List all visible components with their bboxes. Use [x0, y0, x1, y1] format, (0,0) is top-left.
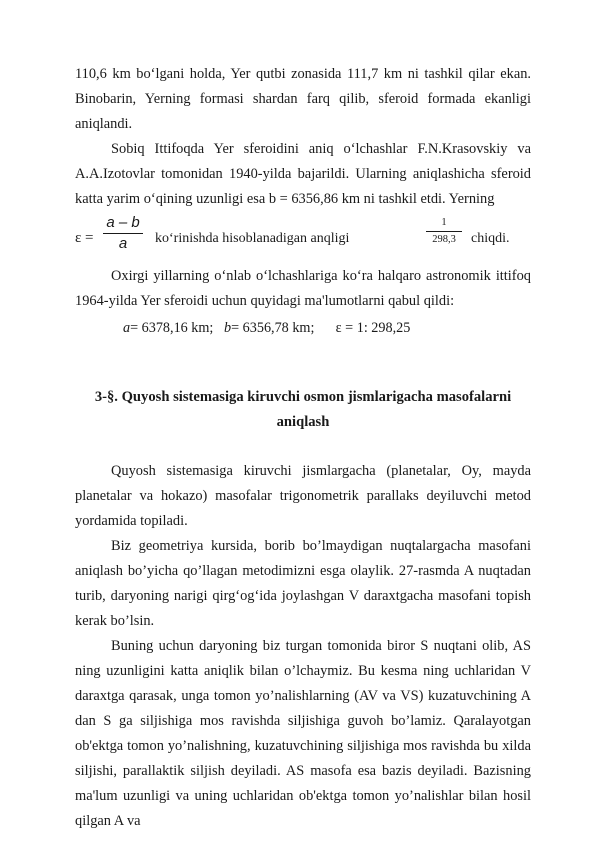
section-heading: 3-§. Quyosh sistemasiga kiruvchi osmon jismlarigacha masofalarni aniqlash [94, 389, 512, 430]
eccentricity-formula [75, 214, 531, 264]
value-epsilon: ε = 1: 298,25 [335, 320, 411, 336]
formula-text-end: chiqdi. [471, 231, 510, 246]
paragraph-1: 110,6 km bo‘lgani holda, Yer qutbi zonasida 111,7 km ni tashkil qilar ekan. Binobarin, Yerning formasi shardan farq qilib, sferoid formada ekanligi aniqlandi. [75, 66, 531, 132]
value-b-var: b [224, 320, 232, 336]
fraction-numerator: a – b [106, 214, 140, 231]
fraction-a-minus-b-over-a [103, 214, 143, 253]
fraction-bar [103, 233, 143, 234]
paragraph-5: Biz geometriya kursida, borib bo’lmaydigan nuqtalargacha masofani aniqlash bo’yicha qo’llagan metodimizni esga olaylik. 27-rasmda A nuqtadan turib, daryoning narigi qirg‘og‘ida joylashgan V daraxtgacha masofani topish kerak bo’lsin. [75, 538, 531, 629]
value-a-var: a [123, 320, 131, 336]
small-fraction-bar [426, 231, 462, 232]
document-page [75, 62, 531, 834]
fraction-denominator: a [118, 235, 128, 252]
small-fraction-numerator: 1 [441, 217, 447, 228]
sferoid-values [75, 316, 531, 341]
paragraph-2: Sobiq Ittifoqda Yer sferoidini aniq o‘lchashlar F.N.Krasovskiy va A.A.Izotovlar tomonidan 1940-yilda bajarildi. Ularning aniqlashicha sferoid katta yarim o‘qining uzunligi esa b = 6356,86 km ni tashkil etdi. Yerning [75, 141, 531, 207]
value-a: = 6378,16 km; [130, 320, 214, 336]
epsilon-equals: ε = [75, 230, 94, 246]
paragraph-4: Quyosh sistemasiga kiruvchi jismlargacha (planetalar, Oy, mayda planetalar va hokazo) masofalar trigonometrik parallaks deyiluvchi metod yordamida topiladi. [75, 463, 531, 529]
value-b: = 6356,78 km; [231, 320, 315, 336]
small-fraction-denominator: 298,3 [432, 234, 456, 245]
fraction-one-over-298 [426, 216, 462, 247]
paragraph-3: Oxirgi yillarning o‘nlab o‘lchashlariga ko‘ra halqaro astronomik ittifoq 1964-yilda Yer sferoidi uchun quyidagi ma'lumotlarni qabul qildi: [75, 268, 531, 309]
formula-text-middle: ko‘rinishda hisoblanadigan anqligi [155, 231, 350, 246]
paragraph-6: Buning uchun daryoning biz turgan tomonida biror S nuqtani olib, AS ning uzunligini katta aniqlik bilan o’lchaymiz. Bu kesma ning uchlaridan V daraxtga qarasak, unga tomon yo’nalishlarning (AV va VS) kuzatuvchining A dan S ga siljishiga mos ravishda siljishiga guvoh bo’lamiz. Qaralayotgan ob'ektga tomon yo’nalishning, kuzatuvchining siljishiga mos ravishda bu xilda siljishi, parallaktik siljish deyiladi. AS masofa esa bazis deyiladi. Bazisning ma'lum uzunligi va uning uchlaridan ob'ektga tomon yo’nalishlar bilan hosil qilgan A va [75, 638, 531, 829]
